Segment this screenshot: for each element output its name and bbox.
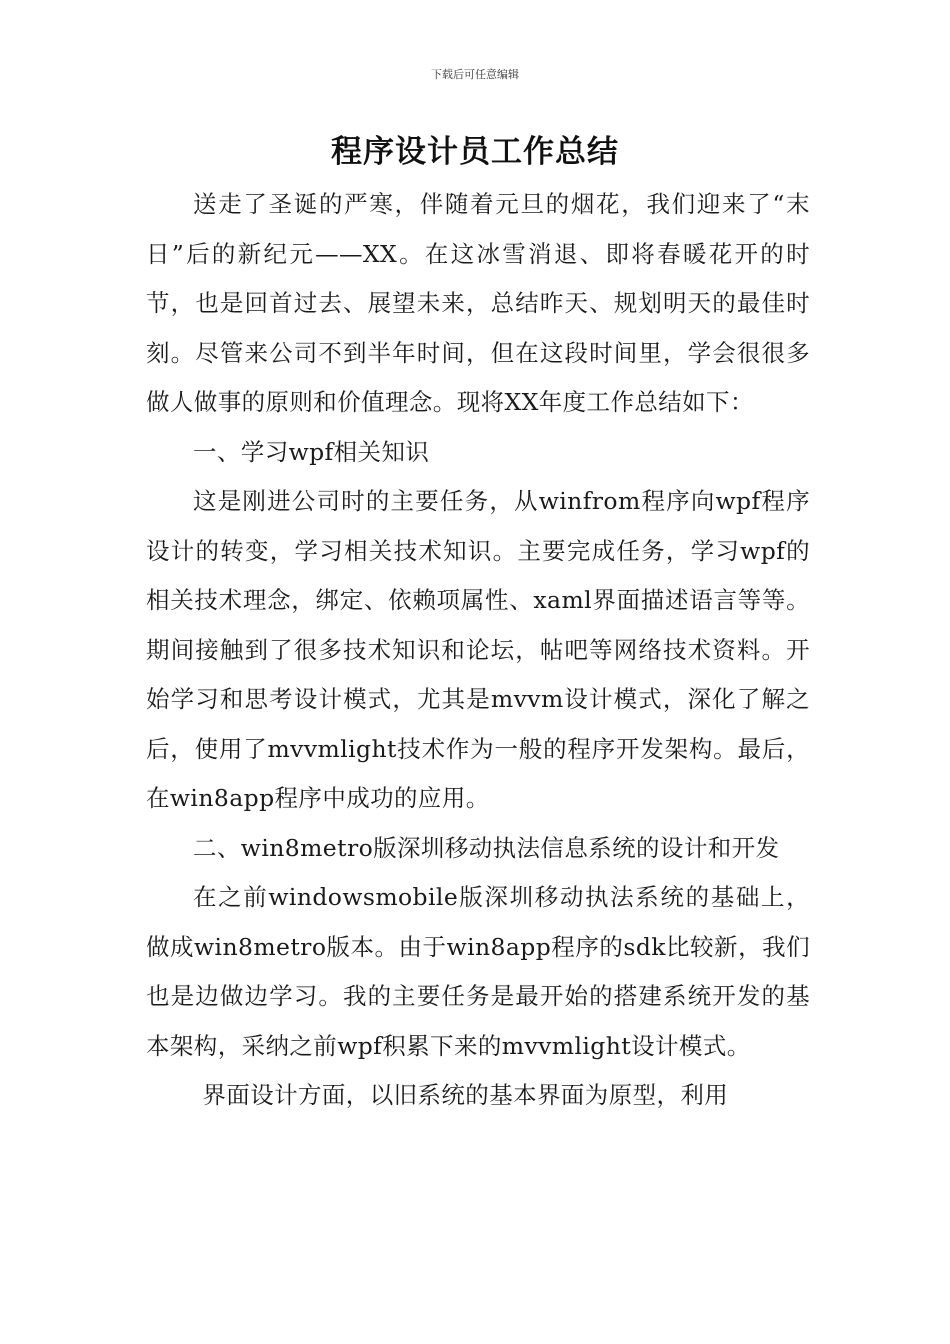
header-note: 下载后可任意编辑 [431,68,519,81]
document-body [146,180,810,1121]
document-title: 程序设计员工作总结 [331,134,619,170]
paragraph-section-1: 这是刚进公司时的主要任务，从winfrom程序向wpf程序设计的转变，学习相关技术知识。主要完成任务，学习wpf的相关技术理念，绑定、依赖项属性、xaml界面描述语言等等。期间接触到了很多技术知识和论坛，帖吧等网络技术资料。开始学习和思考设计模式，尤其是mvvm设计模式，深化了解之后，使用了mvvmlight技术作为一般的程序开发架构。最后，在win8app程序中成功的应用。 [146,487,810,812]
paragraph-ui-design: 界面设计方面，以旧系统的基本界面为原型，利用 [202,1081,729,1109]
section-heading-1: 一、学习wpf相关知识 [193,437,430,466]
paragraph-intro: 送走了圣诞的严寒，伴随着元旦的烟花，我们迎来了“末日”后的新纪元——XX。在这冰雪消退、即将春暖花开的时节，也是回首过去、展望未来，总结昨天、规划明天的最佳时刻。尽管来公司不到半年时间，但在这段时间里，学会很很多做人做事的原则和价值理念。现将XX年度工作总结如下： [146,190,810,416]
paragraph-section-2: 在之前windowsmobile版深圳移动执法系统的基础上，做成win8metro版本。由于win8app程序的sdk比较新，我们也是边做边学习。我的主要任务是最开始的搭建系统开发的基本架构，采纳之前wpf积累下来的mvvmlight设计模式。 [146,883,810,1060]
section-heading-2: 二、win8metro版深圳移动执法信息系统的设计和开发 [193,833,780,862]
